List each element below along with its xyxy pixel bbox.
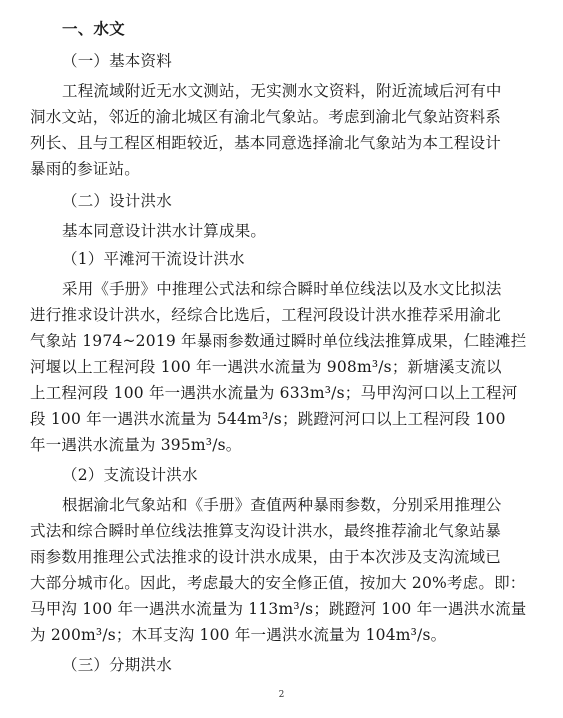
paragraph-line: 马甲沟 100 年一遇洪水流量为 113m³/s；跳蹬河 100 年一遇洪水流量 <box>30 600 527 618</box>
paragraph-line: 年一遇洪水流量为 395m³/s。 <box>30 436 242 454</box>
paragraph-line: 为 200m³/s；木耳支沟 100 年一遇洪水流量为 104m³/s。 <box>30 626 447 644</box>
paragraph-line: 雨参数用推理公式法推求的设计洪水成果，由于本次涉及支沟流域已 <box>30 548 502 566</box>
paragraph-line: 基本同意设计洪水计算成果。 <box>62 222 267 240</box>
paragraph-line: 暴雨的参证站。 <box>30 160 140 178</box>
paragraph-line: 大部分城市化。因此，考虑最大的安全修正值，按加大 20%考虑。即： <box>30 574 526 592</box>
paragraph-line: 式法和综合瞬时单位线法推算支沟设计洪水，最终推荐渝北气象站暴 <box>30 522 502 540</box>
subsection-heading-basic-data: （一）基本资料 <box>62 52 172 70</box>
paragraph-line: 气象站 1974~2019 年暴雨参数通过瞬时单位线法推算成果，仁睦滩拦 <box>30 332 527 350</box>
subsection-heading-design-flood: （二）设计洪水 <box>62 192 172 210</box>
paragraph-line: 洞水文站，邻近的渝北城区有渝北气象站。考虑到渝北气象站资料系 <box>30 108 502 126</box>
paragraph-line: 工程流域附近无水文测站，无实测水文资料，附近流域后河有中 <box>62 82 502 100</box>
paragraph-line: 列长、且与工程区相距较近，基本同意选择渝北气象站为本工程设计 <box>30 134 502 152</box>
subsection-heading-staged-flood: （三）分期洪水 <box>62 656 172 674</box>
section-heading-hydrology: 一、水文 <box>62 20 125 38</box>
item-heading-mainstream-flood: （1）平滩河干流设计洪水 <box>62 250 245 268</box>
paragraph-line: 采用《手册》中推理公式法和综合瞬时单位线法以及水文比拟法 <box>62 280 502 298</box>
paragraph-line: 河堰以上工程河段 100 年一遇洪水流量为 908m³/s；新塘溪支流以 <box>30 358 502 376</box>
paragraph-line: 进行推求设计洪水，经综合比选后，工程河段设计洪水推荐采用渝北 <box>30 306 502 324</box>
paragraph-line: 根据渝北气象站和《手册》查值两种暴雨参数，分别采用推理公 <box>62 496 502 514</box>
page-number: 2 <box>278 690 285 700</box>
paragraph-line: 上工程河段 100 年一遇洪水流量为 633m³/s；马甲沟河口以上工程河 <box>30 384 518 402</box>
paragraph-line: 段 100 年一遇洪水流量为 544m³/s；跳蹬河河口以上工程河段 100 <box>30 410 506 428</box>
item-heading-tributary-flood: （2）支流设计洪水 <box>62 466 198 484</box>
